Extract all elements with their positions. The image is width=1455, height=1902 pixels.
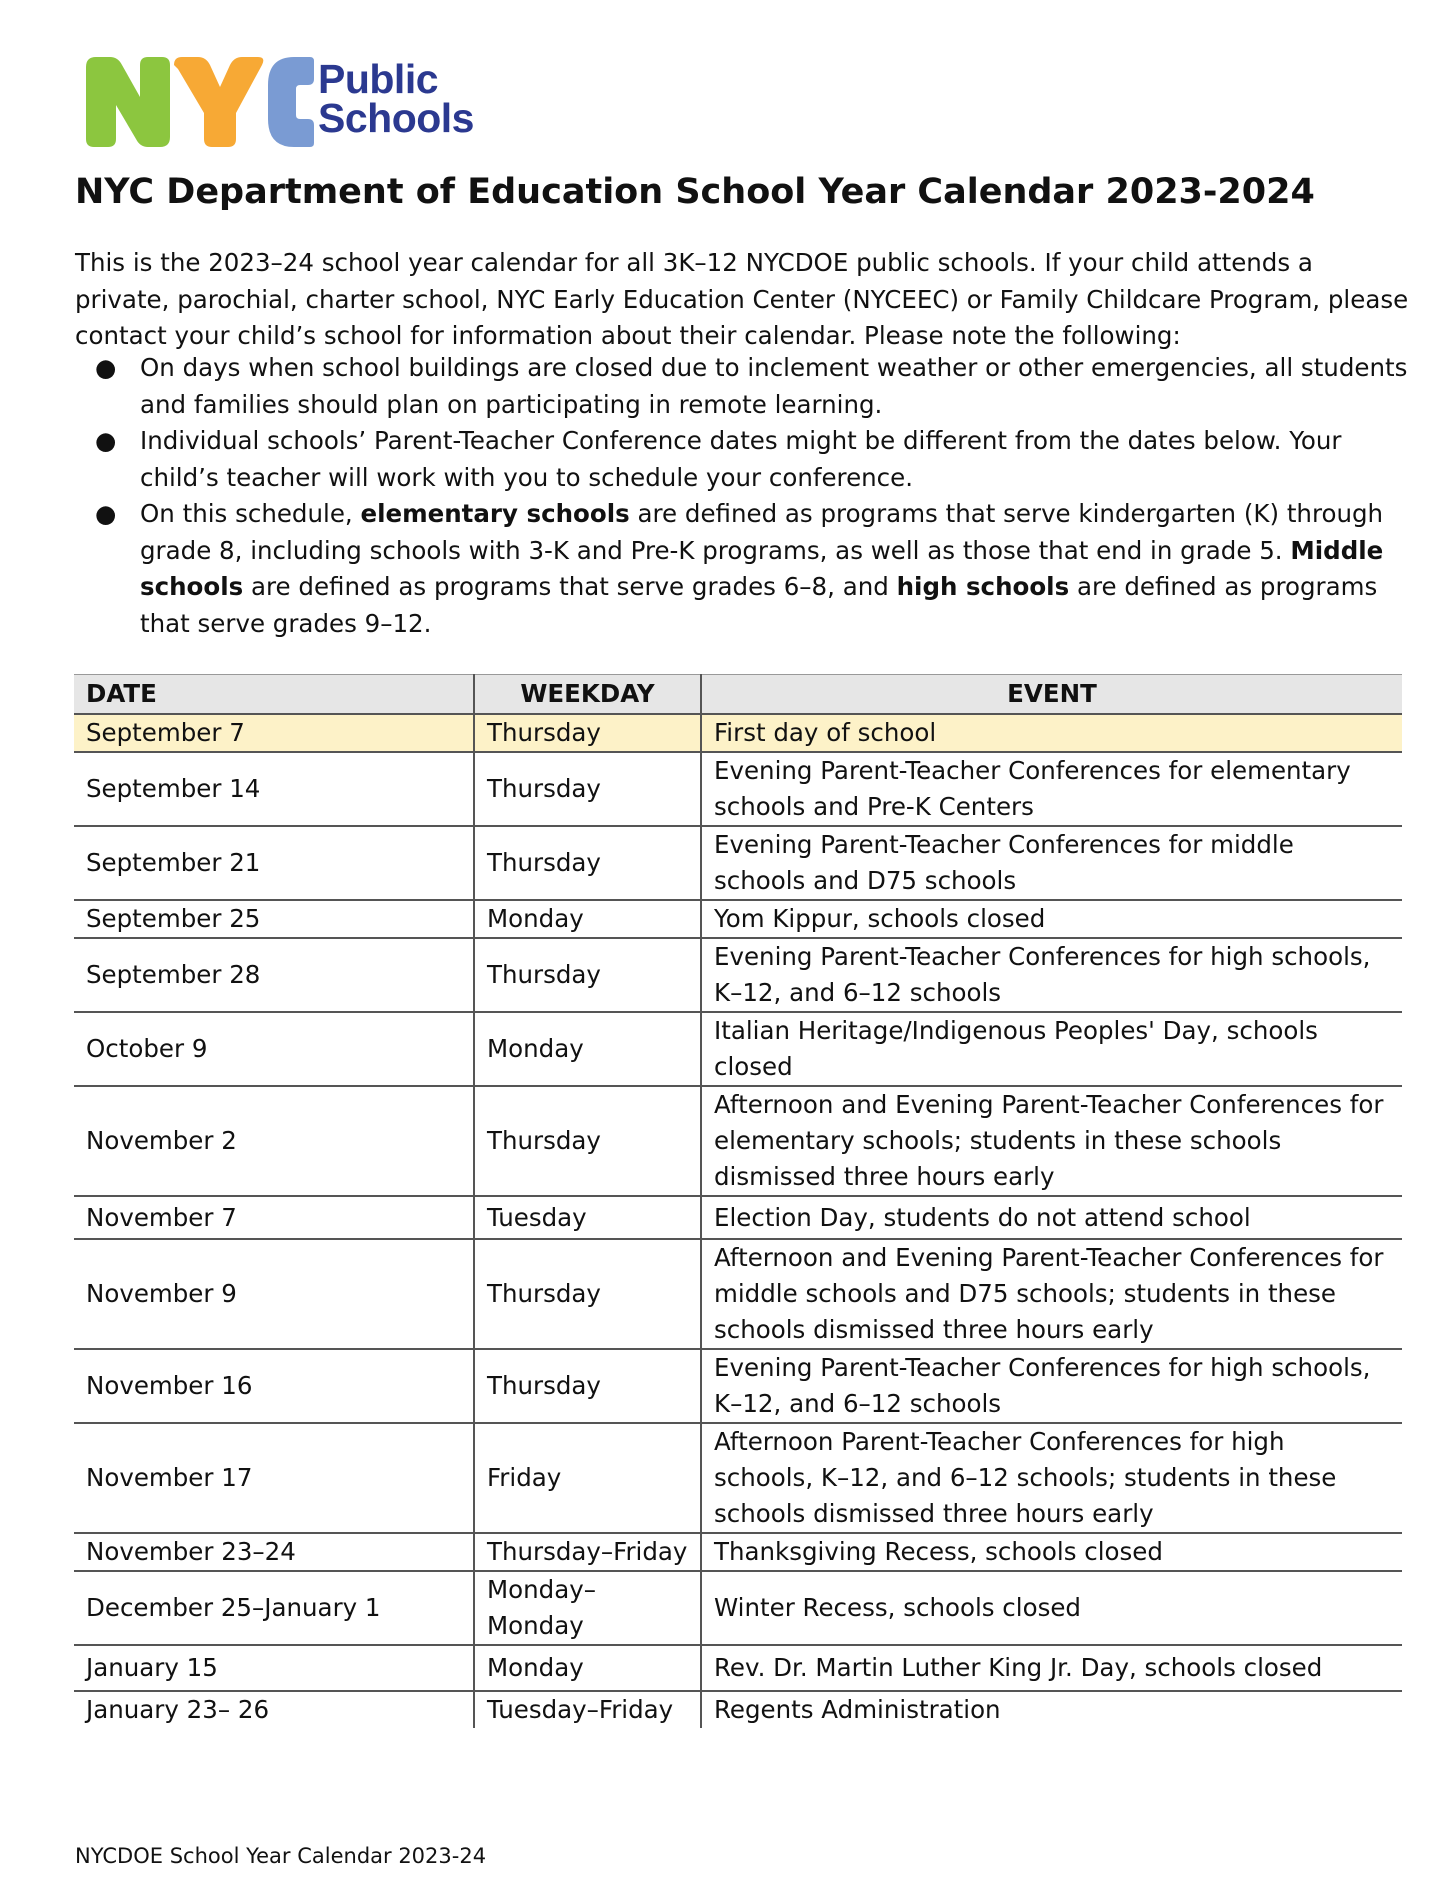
cell-date: November 2 [74,1086,474,1196]
note-text: are defined as programs that serve kindergarten (K) through grade 8, including schools with 3-K and Pre-K programs, as well as those that end in grade 5. [140,499,1384,565]
table-row [74,1645,1402,1691]
column-header-event: EVENT [701,675,1402,715]
bullet-icon: ● [95,353,117,382]
notes-list [75,350,1415,642]
note-remote-learning [75,350,1415,423]
column-header-weekday: WEEKDAY [474,675,701,715]
table-header-row [74,675,1402,715]
cell-date: September 21 [74,826,474,900]
cell-event: Afternoon and Evening Parent-Teacher Conferences for elementary schools; students in these schools dismissed three hours early [701,1086,1402,1196]
note-bold-middle: Middle schools [140,535,1384,601]
calendar-table-body [74,714,1402,1728]
cell-event: Yom Kippur, schools closed [701,900,1402,938]
calendar-table [74,674,1402,1728]
cell-weekday: Thursday [474,1086,701,1196]
table-row [74,1571,1402,1645]
note-text: On this schedule, [140,499,361,528]
cell-weekday: Friday [474,1423,701,1533]
cell-weekday: Monday–Monday [474,1571,701,1645]
note-text: are defined as programs that serve grades 6–8, and [243,572,897,601]
intro-paragraph: This is the 2023–24 school year calendar for all 3K–12 NYCDOE public schools. If your child attends a private, parochial, charter school, NYC Early Education Center (NYCEEC) or Family Childcare Program, please contact your child’s school for information about their calendar. Please note the following: [75,248,1409,350]
cell-event: Winter Recess, schools closed [701,1571,1402,1645]
page-footer: NYCDOE School Year Calendar 2023-24 [75,1844,487,1868]
cell-event: Election Day, students do not attend school [701,1196,1402,1239]
cell-date: November 17 [74,1423,474,1533]
table-row [74,752,1402,826]
cell-weekday: Monday [474,1012,701,1086]
cell-date: November 23–24 [74,1533,474,1571]
cell-weekday: Thursday–Friday [474,1533,701,1571]
cell-event: Italian Heritage/Indigenous Peoples' Day, schools closed [701,1012,1402,1086]
cell-date: September 7 [74,714,474,752]
cell-date: October 9 [74,1012,474,1086]
cell-date: November 16 [74,1349,474,1423]
table-row [74,1423,1402,1533]
logo-line-public: Public [318,56,439,102]
cell-event: Afternoon and Evening Parent-Teacher Conferences for middle schools and D75 schools; students in these schools dismissed three hours early [701,1239,1402,1349]
table-row [74,714,1402,752]
cell-event: Evening Parent-Teacher Conferences for high schools, K–12, and 6–12 schools [701,1349,1402,1423]
table-row [74,1349,1402,1423]
cell-event: First day of school [701,714,1402,752]
table-row [74,938,1402,1012]
note-conference-dates [75,423,1415,496]
cell-weekday: Thursday [474,1239,701,1349]
note-text: are defined as programs that serve grades 9–12. [140,572,1378,638]
cell-weekday: Monday [474,1645,701,1691]
bullet-icon: ● [95,426,117,455]
note-bold-high: high schools [896,572,1070,601]
note-text: Individual schools’ Parent-Teacher Conference dates might be different from the dates below. Your child’s teacher will work with you to schedule your conference. [140,426,1342,492]
cell-date: September 14 [74,752,474,826]
logo-wordmark [318,56,474,141]
cell-event: Regents Administration [701,1691,1402,1728]
note-school-definitions [75,496,1415,642]
table-row [74,1012,1402,1086]
cell-weekday: Thursday [474,1349,701,1423]
cell-date: September 25 [74,900,474,938]
note-text: On days when school buildings are closed due to inclement weather or other emergencies, all students and families should plan on participating in remote learning. [140,353,1408,419]
cell-date: December 25–January 1 [74,1571,474,1645]
cell-event: Thanksgiving Recess, schools closed [701,1533,1402,1571]
logo-line-schools: Schools [318,95,474,141]
cell-weekday: Tuesday [474,1196,701,1239]
cell-weekday: Thursday [474,826,701,900]
cell-date: November 9 [74,1239,474,1349]
cell-event: Evening Parent-Teacher Conferences for high schools, K–12, and 6–12 schools [701,938,1402,1012]
table-row [74,1239,1402,1349]
page-title: NYC Department of Education School Year Calendar 2023-2024 [75,172,1315,212]
note-bold-elementary: elementary schools [360,499,630,528]
cell-event: Rev. Dr. Martin Luther King Jr. Day, schools closed [701,1645,1402,1691]
cell-event: Afternoon Parent-Teacher Conferences for high schools, K–12, and 6–12 schools; students in these schools dismissed three hours early [701,1423,1402,1533]
logo-nyc-letters [86,57,314,147]
cell-weekday: Thursday [474,714,701,752]
table-row [74,900,1402,938]
cell-weekday: Thursday [474,752,701,826]
bullet-icon: ● [95,499,117,528]
cell-date: January 15 [74,1645,474,1691]
table-row [74,826,1402,900]
table-row [74,1691,1402,1728]
logo-letters-text [0,0,1,1]
table-row [74,1086,1402,1196]
cell-weekday: Thursday [474,938,701,1012]
cell-weekday: Tuesday–Friday [474,1691,701,1728]
cell-weekday: Monday [474,900,701,938]
cell-date: November 7 [74,1196,474,1239]
table-row [74,1533,1402,1571]
cell-event: Evening Parent-Teacher Conferences for middle schools and D75 schools [701,826,1402,900]
cell-event: Evening Parent-Teacher Conferences for elementary schools and Pre-K Centers [701,752,1402,826]
column-header-date: DATE [74,675,474,715]
cell-date: September 28 [74,938,474,1012]
cell-date: January 23– 26 [86,1695,270,1724]
table-row [74,1196,1402,1239]
